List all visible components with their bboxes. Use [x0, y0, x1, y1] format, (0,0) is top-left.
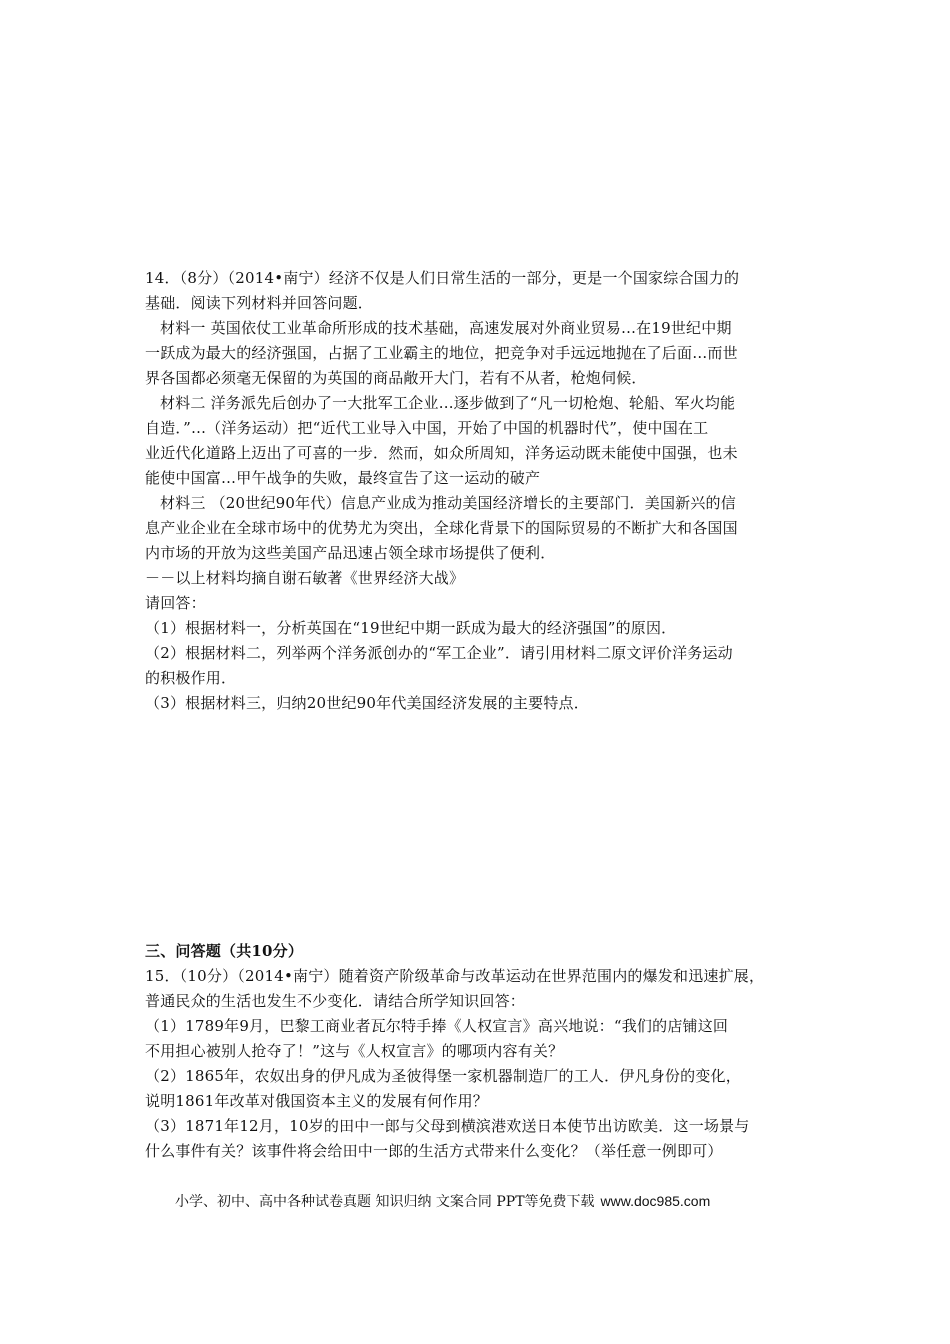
footer-text: 小学、初中、高中各种试卷真题 知识归纳 文案合同 PPT等免费下载 [175, 1194, 595, 1210]
q15-subquestion-1-line-2: 不用担心被别人抢夺了！”这与《人权宣言》的哪项内容有关？ [145, 1042, 564, 1060]
q14-material-2-line-1: 材料二 洋务派先后创办了一大批军工企业…逐步做到了“凡一切枪炮、轮船、军火均能 [160, 394, 736, 412]
q15-subquestion-3-line-1: （3）1871年12月，10岁的田中一郎与父母到横滨港欢送日本使节出访欧美．这一场景与 [145, 1117, 750, 1135]
q14-line-2: 基础．阅读下列材料并回答问题． [145, 294, 374, 312]
section-3-heading: 三、问答题（共10分） [145, 942, 304, 960]
q15-line-1: 15．（10分）（2014•南宁）随着资产阶级革命与改革运动在世界范围内的爆发和迅速扩展， [145, 967, 765, 985]
q15-subquestion-2-line-1: （2）1865年，农奴出身的伊凡成为圣彼得堡一家机器制造厂的工人．伊凡身份的变化， [145, 1067, 741, 1085]
q15-subquestion-3-line-2: 什么事件有关？该事件将会给田中一郎的生活方式带来什么变化？（举任意一例即可） [145, 1142, 723, 1160]
q14-material-2-line-3: 业近代化道路上迈出了可喜的一步．然而，如众所周知，洋务运动既未能使中国强，也未 [145, 444, 738, 462]
q14-subquestion-2-line-1: （2）根据材料二，列举两个洋务派创办的“军工企业”．请引用材料二原文评价洋务运动 [145, 644, 733, 662]
q14-material-3-line-2: 息产业企业在全球市场中的优势尤为突出，全球化背景下的国际贸易的不断扩大和各国国 [145, 519, 738, 537]
q14-subquestion-3: （3）根据材料三，归纳20世纪90年代美国经济发展的主要特点． [145, 694, 589, 712]
q14-prompt: 请回答： [145, 594, 206, 612]
q14-subquestion-1: （1）根据材料一，分析英国在“19世纪中期一跃成为最大的经济强国”的原因． [145, 619, 677, 637]
q14-material-2-line-2: 自造．”…（洋务运动）把“近代工业导入中国，开始了中国的机器时代”，使中国在工 [145, 419, 709, 437]
q14-material-3-line-3: 内市场的开放为这些美国产品迅速占领全球市场提供了便利． [145, 544, 556, 562]
q14-material-2-line-4: 能使中国富…甲午战争的失败，最终宣告了这一运动的破产 [145, 469, 541, 487]
q14-material-1-line-2: 一跃成为最大的经济强国，占据了工业霸主的地位，把竞争对手远远地抛在了后面…而世 [145, 344, 738, 362]
q14-material-1-line-1: 材料一 英国依仗工业革命所形成的技术基础，高速发展对外商业贸易…在19世纪中期 [160, 319, 732, 337]
q14-material-3-line-1: 材料三 （20世纪90年代）信息产业成为推动美国经济增长的主要部门．美国新兴的信 [160, 494, 736, 512]
q14-line-1: 14．（8分）（2014•南宁）经济不仅是人们日常生活的一部分，更是一个国家综合国力的 [145, 269, 740, 287]
q14-material-1-line-3: 界各国都必须毫无保留的为英国的商品敞开大门，若有不从者，枪炮伺候． [145, 369, 647, 387]
q14-source-note: －－以上材料均摘自谢石敏著《世界经济大战》 [145, 569, 465, 587]
footer-url[interactable]: www.doc985.com [600, 1193, 711, 1209]
q15-subquestion-1-line-1: （1）1789年9月，巴黎工商业者瓦尔特手捧《人权宣言》高兴地说：“我们的店铺这回 [145, 1017, 729, 1035]
page-footer [175, 1190, 710, 1213]
q15-subquestion-2-line-2: 说明1861年改革对俄国资本主义的发展有何作用？ [145, 1092, 488, 1110]
q14-subquestion-2-line-2: 的积极作用． [145, 669, 237, 687]
q15-line-2: 普通民众的生活也发生不少变化．请结合所学知识回答： [145, 992, 526, 1010]
